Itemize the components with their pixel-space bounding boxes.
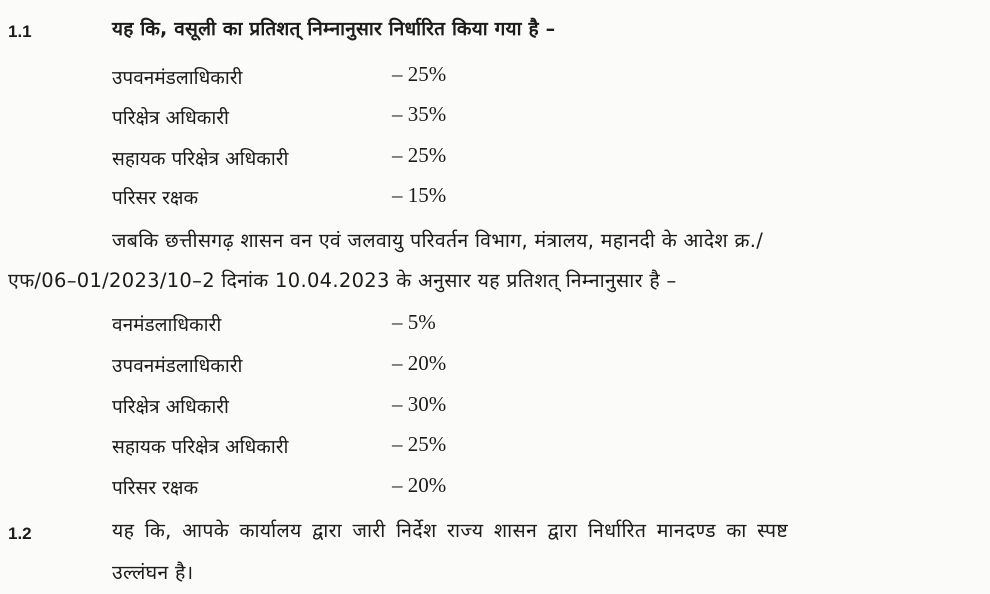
row2-label-vanmandaladhikari: वनमंडलाधिकारी (112, 314, 222, 336)
row-label-parikshetra-adhikari: परिक्षेत्र अधिकारी (112, 107, 229, 129)
row2-label-upavanmandaladhikari: उपवनमंडलाधिकारी (112, 355, 243, 377)
row2-value-parisar-rakshak: – 20% (392, 473, 447, 497)
row2-value-upavanmandaladhikari: – 20% (392, 351, 447, 375)
row-label-parisar-rakshak: परिसर रक्षक (112, 187, 199, 209)
row-label-upavanmandaladhikari: उपवनमंडलाधिकारी (112, 67, 243, 89)
row-value-sahayak-parikshetra-adhikari: – 25% (392, 143, 447, 167)
row2-label-parisar-rakshak: परिसर रक्षक (112, 477, 199, 499)
row2-value-parikshetra-adhikari: – 30% (392, 392, 447, 416)
section-1-1-heading: यह कि, वसूली का प्रतिशत् निम्नानुसार निर्धारित किया गया है – (112, 18, 556, 40)
section-1-2-line1: यह कि, आपके कार्यालय द्वारा जारी निर्देश राज्य शासन द्वारा निर्धारित मानदण्ड का स्पष्ट (112, 519, 789, 542)
row-label-sahayak-parikshetra-adhikari: सहायक परिक्षेत्र अधिकारी (112, 148, 289, 170)
row2-label-parikshetra-adhikari: परिक्षेत्र अधिकारी (112, 396, 229, 418)
row2-value-vanmandaladhikari: – 5% (392, 310, 436, 334)
order-paragraph-line2: एफ/06–01/2023/10–2 दिनांक 10.04.2023 के अनुसार यह प्रतिशत् निम्नानुसार है – (8, 269, 677, 292)
row-value-upavanmandaladhikari: – 25% (392, 62, 447, 86)
row2-label-sahayak-parikshetra-adhikari: सहायक परिक्षेत्र अधिकारी (112, 436, 289, 458)
row2-value-sahayak-parikshetra-adhikari: – 25% (392, 432, 447, 456)
section-number-1-2: 1.2 (8, 524, 32, 543)
section-number-1-1: 1.1 (8, 22, 32, 41)
row-value-parikshetra-adhikari: – 35% (392, 102, 447, 126)
section-1-2-line2: उल्लंघन है। (112, 561, 194, 584)
row-value-parisar-rakshak: – 15% (392, 183, 447, 207)
order-paragraph-line1: जबकि छत्तीसगढ़ शासन वन एवं जलवायु परिवर्तन विभाग, मंत्रालय, महानदी के आदेश क्र./ (112, 229, 764, 252)
